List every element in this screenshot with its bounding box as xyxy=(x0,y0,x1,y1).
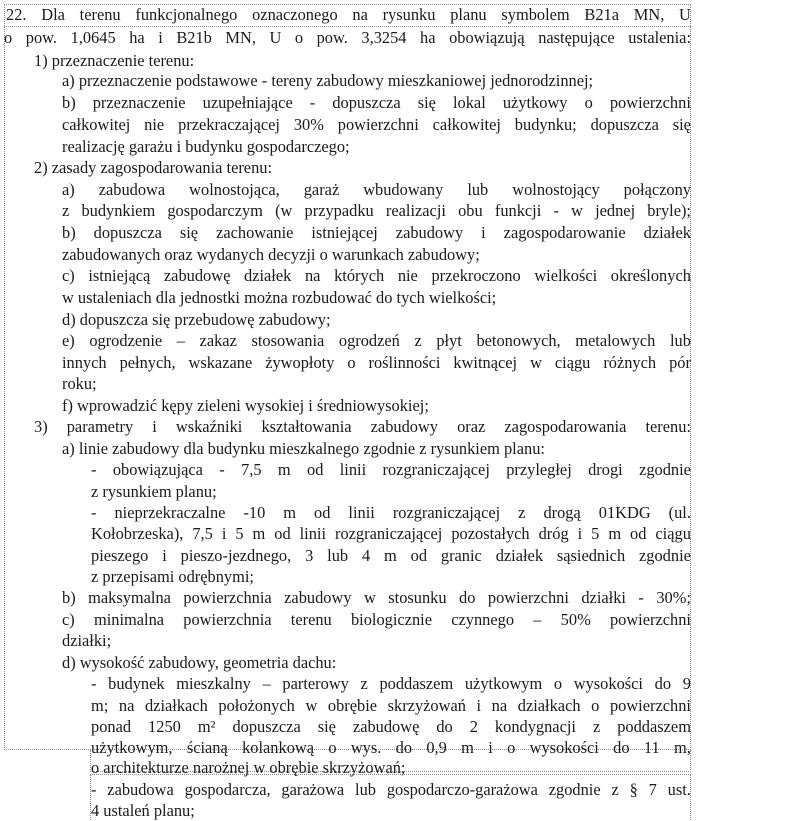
text-line: a) zabudowa wolnostojąca, garaż wbudowany lub wolnostojący połączony xyxy=(62,180,691,199)
text-line: użytkowym, ścianą kolankową o wys. do 0,9 m i o wysokości do 11 m, xyxy=(91,738,691,757)
text-line: d) wysokość zabudowy, geometria dachu: xyxy=(62,653,337,672)
text-line: 3) parametry i wskaźniki kształtowania zabudowy oraz zagospodarowania terenu: xyxy=(34,417,691,436)
text-line: f) wprowadzić kępy zieleni wysokiej i średniowysokiej; xyxy=(62,396,429,415)
text-line: roku; xyxy=(62,374,97,393)
text-line: m; na działkach położonych w obrębie skrzyżowań i na działkach o powierzchni xyxy=(91,696,691,715)
text-line: a) przeznaczenie podstawowe - tereny zabudowy mieszkaniowej jednorodzinnej; xyxy=(62,71,594,90)
text-line: pieszego i pieszo-jezdnego, 3 lub 4 m od granic działek sąsiednich zgodnie xyxy=(91,546,691,565)
text-line: całkowitej nie przekraczającej 30% powierzchni całkowitej budynku; dopuszcza się xyxy=(62,115,691,134)
text-line: z rysunkiem planu; xyxy=(91,482,217,501)
text-line: c) minimalna powierzchnia terenu biologicznie czynnego – 50% powierzchni xyxy=(62,610,691,629)
text-line: 4 ustaleń planu; xyxy=(91,801,195,820)
text-line: ponad 1250 m² dopuszcza się zabudowę do 2 kondygnacji z poddaszem xyxy=(91,717,691,736)
text-line: w ustaleniach dla jednostki można rozbudować do tych wielkości; xyxy=(62,288,497,307)
text-line: innych pełnych, wskazane żywopłoty o roślinności kwitnącej w ciągu różnych pór xyxy=(62,353,691,372)
text-line: 2) zasady zagospodarowania terenu: xyxy=(34,158,273,177)
text-line: 22. Dla terenu funkcjonalnego oznaczonego na rysunku planu symbolem B21a MN, U xyxy=(6,5,691,24)
text-line: b) dopuszcza się zachowanie istniejącej zabudowy i zagospodarowanie działek xyxy=(62,223,691,242)
text-line: działki; xyxy=(62,631,112,650)
text-line: b) przeznaczenie uzupełniające - dopuszcza się lokal użytkowy o powierzchni xyxy=(62,93,691,112)
text-line: - nieprzekraczalne -10 m od linii rozgraniczającej z drogą 01KDG (ul. xyxy=(91,503,691,522)
text-line: z przepisami odrębnymi; xyxy=(91,567,254,586)
text-line: 1) przeznaczenie terenu: xyxy=(34,51,195,70)
text-line: - budynek mieszkalny – parterowy z poddaszem użytkowym o wysokości do 9 xyxy=(91,674,691,693)
text-line: - obowiązująca - 7,5 m od linii rozgraniczającej przyległej drogi zgodnie xyxy=(91,460,691,479)
text-line: o architekturze narożnej w obrębie skrzyżowań; xyxy=(91,758,406,777)
text-line: Kołobrzeska), 7,5 i 5 m od linii rozgraniczającej pozostałych dróg i 5 m od ciągu xyxy=(91,524,691,543)
text-line: zabudowanych oraz wydanych decyzji o warunkach zabudowy; xyxy=(62,245,480,264)
text-line: c) istniejącą zabudowę działek na których nie przekroczono wielkości określonych xyxy=(62,266,691,285)
text-line: b) maksymalna powierzchnia zabudowy w stosunku do powierzchni działki - 30%; xyxy=(62,588,691,607)
text-line: realizację garażu i budynku gospodarczego; xyxy=(62,137,350,156)
text-line: z budynkiem gospodarczym (w przypadku realizacji obu funkcji - w jednej bryle); xyxy=(62,201,691,220)
text-line: d) dopuszcza się przebudowę zabudowy; xyxy=(62,310,331,329)
text-line: o pow. 1,0645 ha i B21b MN, U o pow. 3,3254 ha obowiązują następujące ustalenia: xyxy=(4,28,691,47)
text-line: e) ogrodzenie – zakaz stosowania ogrodzeń z płyt betonowych, metalowych lub xyxy=(62,331,691,350)
text-line: - zabudowa gospodarcza, garażowa lub gospodarczo-garażowa zgodnie z § 7 ust. xyxy=(91,780,691,799)
text-line: a) linie zabudowy dla budynku mieszkalnego zgodnie z rysunkiem planu: xyxy=(62,439,545,458)
